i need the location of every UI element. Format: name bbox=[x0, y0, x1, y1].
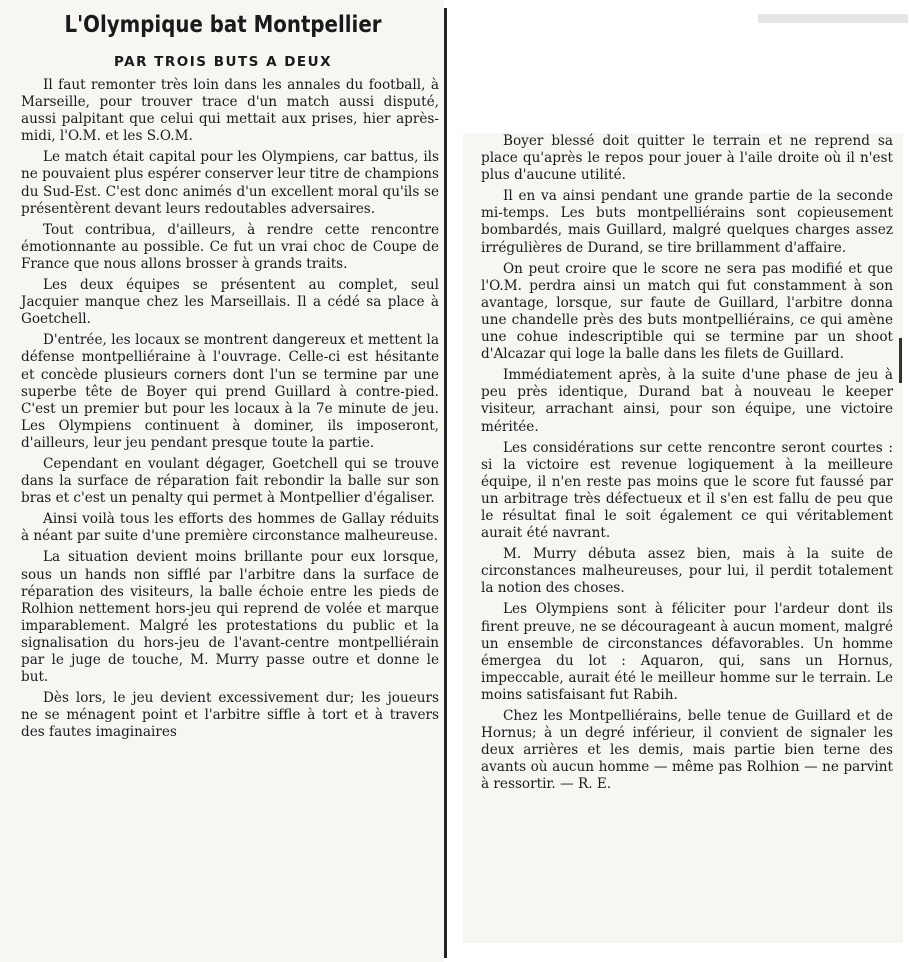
paragraph: Cependant en voulant dégager, Goetchell qui se trouve dans la surface de réparation fait rebondir la balle sur son bras et c'est un penalty qui permet à Montpellier d'égaliser. bbox=[21, 455, 439, 507]
paragraph: La situation devient moins brillante pour eux lorsque, sous un hands non sifflé par l'arbitre dans la surface de réparation des visiteurs, la balle échoie entre les pieds de Rolhion nettement hors-jeu qui reprend de volée et marque imparablement. Malgré les protestations du public et la signalisation du hors-jeu de l'avant-centre montpelliérain par le juge de touche, M. Murry passe outre et donne le but. bbox=[21, 549, 439, 686]
scan-artifact bbox=[899, 338, 902, 383]
article-subtitle: PAR TROIS BUTS A DEUX bbox=[113, 54, 333, 70]
paragraph: Le match était capital pour les Olympiens, car battus, ils ne pouvaient plus espérer conserver leur titre de champions du Sud-Est. C'est donc animés d'un excellent moral qu'ils se présentèrent devant leurs redoutables adversaires. bbox=[21, 149, 439, 217]
paragraph: Dès lors, le jeu devient excessivement dur; les joueurs ne se ménagent point et l'arbitre siffle à tort et à travers des fautes imaginaires bbox=[21, 690, 439, 741]
paragraph: Immédiatement après, à la suite d'une phase de jeu à peu près identique, Durand bat à nouveau le keeper visiteur, arrachant ainsi, pour son équipe, une victoire méritée. bbox=[481, 367, 893, 435]
column-rule bbox=[444, 8, 447, 958]
paragraph: Chez les Montpelliérains, belle tenue de Guillard et de Hornus; à un degré inférieur, il convient de signaler les deux arrières et les demis, mais partie bien terne des avants où aucun homme — même pas Rolhion — ne parvint à ressortir. — R. E. bbox=[481, 708, 893, 793]
left-column-text bbox=[21, 77, 439, 745]
paragraph: Boyer blessé doit quitter le terrain et ne reprend sa place qu'après le repos pour jouer à l'aile droite où il n'est plus d'aucune utilité. bbox=[481, 133, 893, 184]
paragraph: Les Olympiens sont à féliciter pour l'ardeur dont ils firent preuve, ne se décourageant à aucun moment, malgré un ensemble de circonstances défavorables. Un homme émergea du lot : Aquaron, qui, sans un Hornus, impeccable, aurait été le meilleur homme sur le terrain. Le moins satisfaisant fut Rabih. bbox=[481, 601, 893, 703]
right-column-text bbox=[481, 133, 893, 797]
paragraph: Ainsi voilà tous les efforts des hommes de Gallay réduits à néant par suite d'une première circonstance malheureuse. bbox=[21, 511, 439, 545]
paragraph: Il en va ainsi pendant une grande partie de la seconde mi-temps. Les buts montpelliérains sont copieusement bombardés, mais Guillard, malgré quelques charges assez irrégulières de Durand, se tire brillamment d'affaire. bbox=[481, 188, 893, 256]
article-title: L'Olympique bat Montpellier bbox=[64, 12, 382, 38]
paragraph: Les considérations sur cette rencontre seront courtes : si la victoire est revenue logiquement à la meilleure équipe, il n'en reste pas moins que le score fut faussé par un arbitrage très défectueux et il s'en est fallu de peu que le résultat final le soit également ce qui véritablement aurait été navrant. bbox=[481, 439, 893, 542]
paragraph: On peut croire que le score ne sera pas modifié et que l'O.M. perdra ainsi un match qui fut constamment à son avantage, lorsque, sur faute de Guillard, l'arbitre donna une chandelle près des buts montpelliérains, ce qui amène une cohue indescriptible qui se termine par un shoot d'Alcazar qui loge la balle dans les filets de Guillard. bbox=[481, 260, 893, 363]
paragraph: Il faut remonter très loin dans les annales du football, à Marseille, pour trouver trace d'un match aussi disputé, aussi palpitant que celui qui mettait aux prises, hier après-midi, l'O.M. et les S.O.M. bbox=[21, 77, 439, 145]
left-column bbox=[0, 0, 444, 962]
paragraph: D'entrée, les locaux se montrent dangereux et mettent la défense montpelliéraine à l'ouvrage. Celle-ci est hésitante et concède plusieurs corners dont l'un se termine par une superbe tête de Boyer qui prend Guillard à contre-pied. C'est un premier but pour les locaux à la 7e minute de jeu. Les Olympiens continuent à dominer, ils imposeront, d'ailleurs, leur jeu pendant presque toute la partie. bbox=[21, 332, 439, 451]
scan-artifact bbox=[758, 14, 908, 23]
paragraph: Les deux équipes se présentent au complet, seul Jacquier manque chez les Marseillais. Il a cédé sa place à Goetchell. bbox=[21, 277, 439, 328]
paragraph: Tout contribua, d'ailleurs, à rendre cette rencontre émotionnante au possible. Ce fut un vrai choc de Coupe de France que nous allons brosser à grands traits. bbox=[21, 221, 439, 272]
paragraph: M. Murry débuta assez bien, mais à la suite de circonstances malheureuses, pour lui, il perdit totalement la notion des choses. bbox=[481, 546, 893, 597]
